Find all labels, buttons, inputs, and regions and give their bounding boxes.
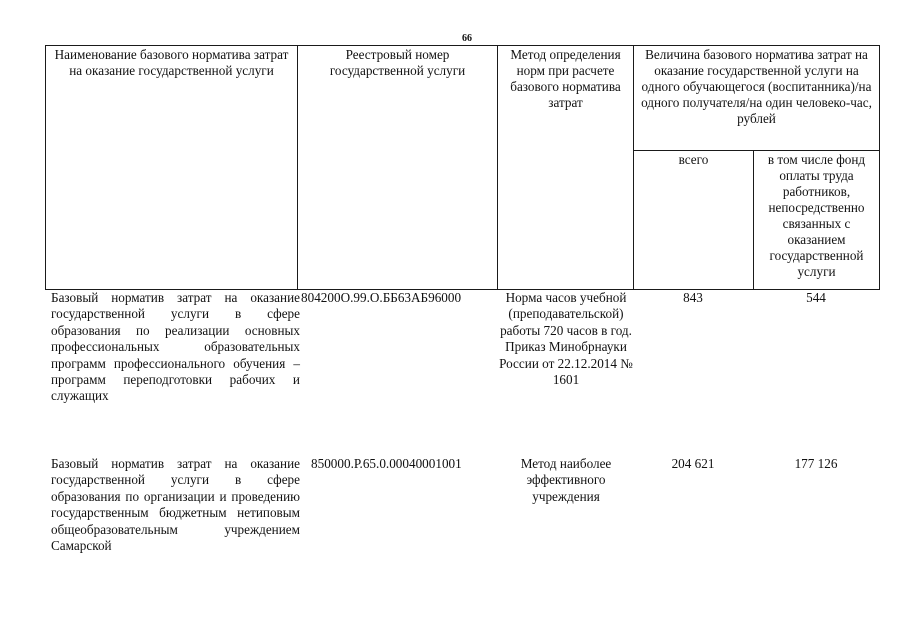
page-number: 66	[462, 33, 472, 44]
row-method: Метод наиболее эффективного учреждения	[520, 456, 612, 504]
row-total: 843	[683, 290, 703, 305]
row-total: 204 621	[671, 456, 715, 471]
row-registry: 804200О.99.О.ББ63АБ96000	[301, 290, 462, 305]
table-row	[45, 290, 879, 456]
header-cell-registry: Реестровый номер государственной услуги	[298, 46, 498, 290]
table-body	[45, 290, 879, 596]
table-row	[45, 456, 879, 596]
table-header	[45, 45, 880, 290]
header-cell-total: всего	[634, 151, 754, 290]
header-cell-fot: в том числе фонд оплаты труда работников, непосредственно связанных с оказанием государственной услуги	[754, 151, 880, 290]
header-cell-name: Наименование базового норматива затрат на оказание государственной услуги	[46, 46, 298, 290]
header-cell-value: Величина базового норматива затрат на оказание государственной услуги на одного обучающегося (воспитанника)/на одного получателя/на один человеко-час, рублей	[634, 46, 880, 151]
row-name: Базовый норматив затрат на оказание государственной услуги в сфере образования по реализации основных профессиональных образовательных программ профессионального обучения – программ переподготовки рабочих и служащих	[51, 290, 300, 404]
row-registry: 850000.Р.65.0.00040001001	[311, 456, 462, 471]
row-fot: 177 126	[794, 456, 838, 471]
header-cell-method: Метод определения норм при расчете базового норматива затрат	[498, 46, 634, 290]
row-name: Базовый норматив затрат на оказание государственной услуги в сфере образования по организации и проведению государственным бюджетным нетиповым общеобразовательным учреждением Самарской	[51, 456, 300, 554]
row-method: Норма часов учебной (преподавательской) работы 720 часов в год. Приказ Минобрнауки России от 22.12.2014 № 1601	[499, 290, 633, 388]
row-fot: 544	[806, 290, 826, 305]
